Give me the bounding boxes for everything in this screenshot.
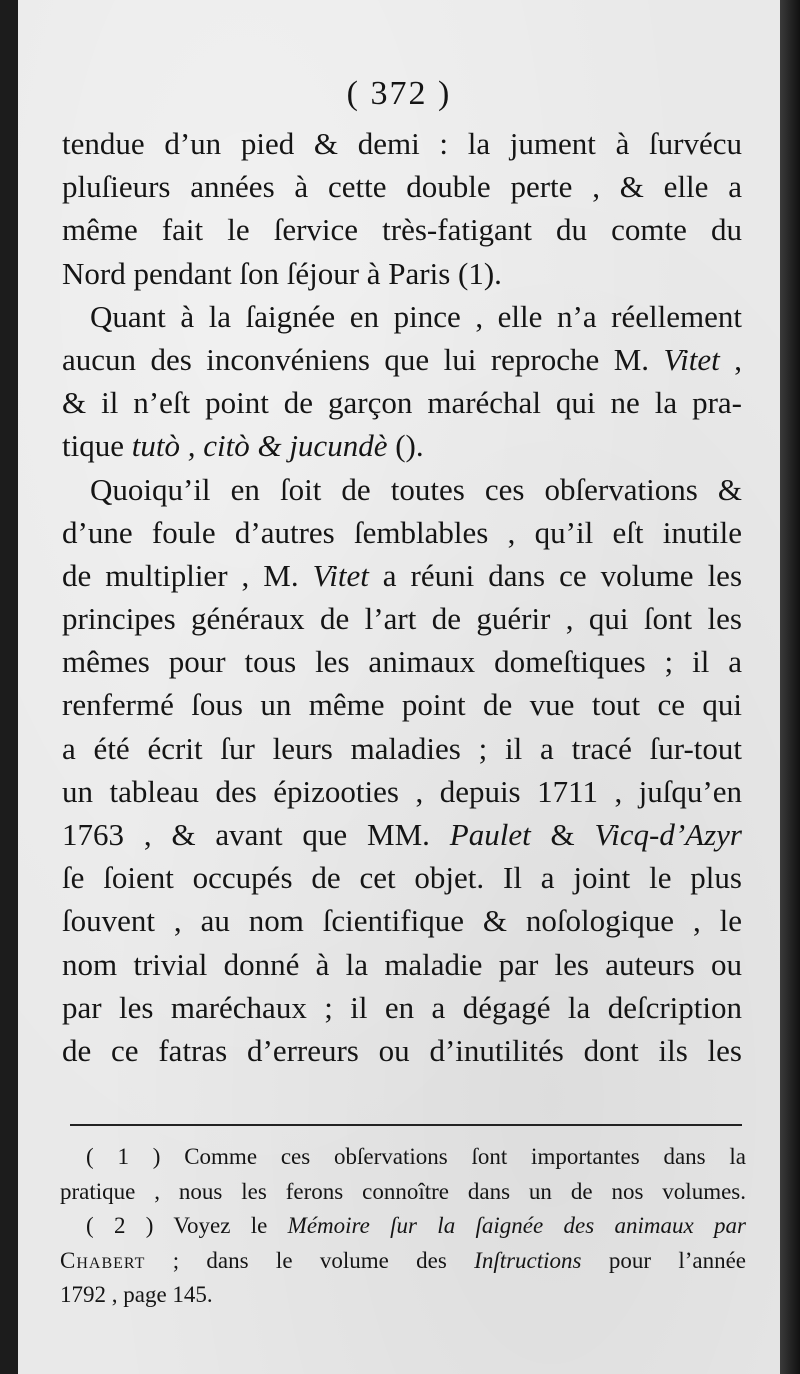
page-number: ( 372 ) — [346, 75, 452, 112]
text-run: tutò , citò & jucundè — [131, 428, 388, 464]
text-run: ſouvent , au nom ſcientifique & noſologique , le — [62, 903, 742, 939]
text-run: par les maréchaux ; il en a dégagé la deſcription — [62, 989, 742, 1025]
text-line — [62, 381, 742, 424]
text-run: principes généraux de l’art de guérir , qui ſont les — [62, 601, 742, 637]
text-line — [62, 511, 742, 554]
text-run: Quant à la ſaignée en pince , elle n’a réellement — [90, 298, 742, 334]
text-line — [62, 856, 742, 899]
text-run: aucun des inconvéniens que lui reproche M. — [62, 341, 664, 377]
text-run: ; dans le volume des — [145, 1247, 475, 1273]
body-text — [62, 122, 742, 1072]
page-edge-shadow — [780, 0, 800, 1374]
footnote-rule — [70, 1124, 742, 1126]
text-line — [62, 986, 742, 1029]
text-line — [62, 295, 742, 338]
text-run: (). — [387, 428, 424, 464]
text-line — [62, 813, 742, 856]
text-run: Vicq-d’Azyr — [594, 817, 742, 852]
footnote-line — [60, 1209, 746, 1244]
text-run: même fait le ſervice très-fatigant du comte du — [62, 212, 742, 248]
text-line — [62, 468, 742, 511]
text-run: a été écrit ſur leurs maladies ; il a tracé ſur-tout — [62, 730, 742, 766]
text-run: ( 1 ) Comme ces obſervations ſont importantes dans la — [86, 1144, 746, 1169]
text-run: Nord pendant ſon ſéjour à Paris (1). — [62, 255, 502, 291]
text-run: Vitet — [312, 557, 369, 593]
text-run: ſe ſoient occupés de cet objet. Il a joint le plus — [62, 860, 742, 896]
footnote-line — [60, 1140, 746, 1175]
text-line — [62, 122, 742, 165]
text-run: pratique , nous les ferons connoître dans un de nos volumes. — [60, 1178, 746, 1204]
text-line — [62, 165, 742, 208]
text-line — [62, 770, 742, 813]
text-line — [62, 683, 742, 726]
text-run: Paulet — [449, 817, 531, 852]
text-line — [62, 554, 742, 597]
text-run: nom trivial donné à la maladie par les auteurs ou — [62, 946, 742, 982]
text-line — [62, 899, 742, 942]
footnote-line — [60, 1244, 746, 1279]
text-run: tendue d’un pied & demi : la jument à ſurvécu — [62, 126, 742, 161]
text-line — [62, 208, 742, 251]
text-line — [62, 424, 742, 467]
text-run: pluſieurs années à cette double perte , & elle a — [62, 169, 742, 205]
text-run: Chabert — [60, 1247, 146, 1273]
text-run: , — [719, 341, 742, 377]
book-page — [18, 0, 780, 1374]
footnote-line — [60, 1278, 746, 1313]
text-run: Quoiqu’il en ſoit de toutes ces obſervations & — [90, 471, 742, 507]
text-line — [62, 1029, 742, 1072]
text-run: Mémoire ſur la ſaignée des animaux par — [287, 1213, 746, 1238]
text-line — [62, 640, 742, 683]
text-run: & il n’eſt point de garçon maréchal qui ne la pra- — [62, 385, 742, 421]
text-run: ( 2 ) Voyez le — [86, 1213, 288, 1238]
text-line — [62, 597, 742, 640]
text-run: de multiplier , M. — [62, 557, 313, 593]
text-run: Vitet — [663, 341, 720, 377]
text-line — [62, 338, 742, 381]
footnotes — [60, 1140, 746, 1313]
text-run: renfermé ſous un même point de vue tout ce qui — [62, 687, 742, 723]
text-run: Inſtructions — [474, 1247, 582, 1273]
text-run: tique — [62, 428, 132, 464]
footnote-line — [60, 1175, 746, 1210]
text-run: 1792 , page 145. — [60, 1282, 213, 1307]
text-line — [62, 252, 742, 295]
text-run: pour l’année — [581, 1247, 746, 1273]
text-line — [62, 727, 742, 770]
text-run: 1763 , & avant que MM. — [62, 817, 450, 852]
text-run: de ce fatras d’erreurs ou d’inutilités dont ils les — [62, 1032, 742, 1068]
text-run: d’une foule d’autres ſemblables , qu’il eſt inutile — [62, 514, 742, 550]
text-run: a réuni dans ce volume les — [368, 557, 742, 593]
text-run: & — [530, 817, 595, 852]
text-run: un tableau des épizooties , depuis 1711 , juſqu’en — [62, 773, 742, 809]
text-run: mêmes pour tous les animaux domeſtiques ; il a — [62, 644, 742, 680]
text-line — [62, 943, 742, 986]
